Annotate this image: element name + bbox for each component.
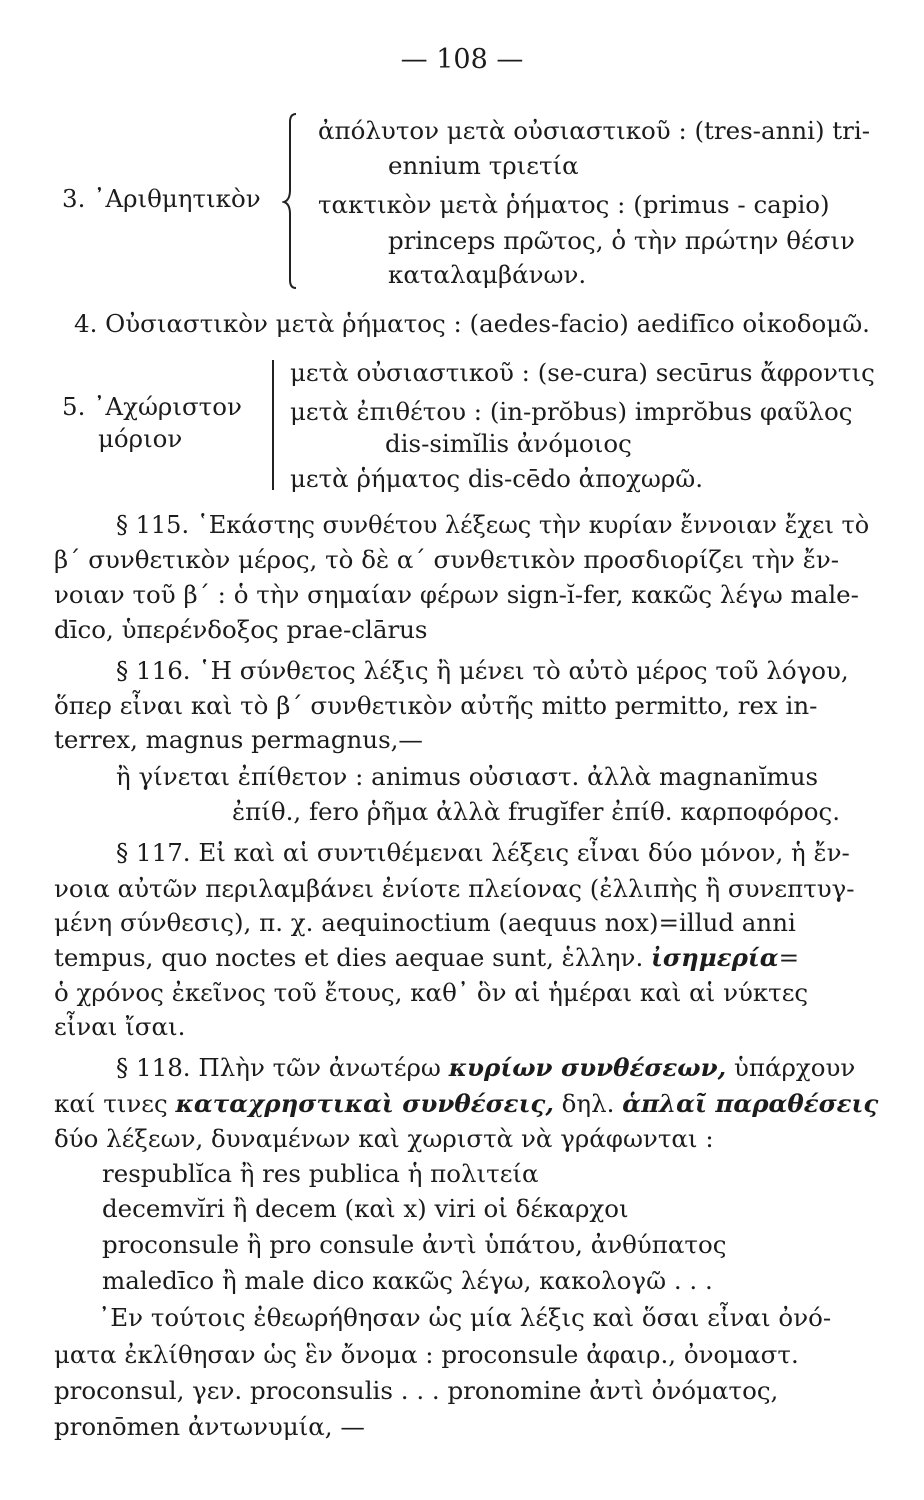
p117-line-2: νοια αὐτῶν περιλαμβάνει ἐνίοτε πλείονας (ἐλλιπὴς ἢ συνεπτυγ- [54, 874, 855, 903]
item5-bracket [272, 360, 274, 490]
p116-line-5: ἐπίθ., fero ῥῆμα ἀλλὰ frugĭfer ἐπίθ. καρποφόρος. [232, 797, 841, 826]
p118-l2-mid: δηλ. [561, 1089, 615, 1118]
item5-line-4: μετὰ ῥήματος dis-cēdo ἀποχωρῶ. [290, 464, 704, 493]
p117-equals: = [778, 943, 800, 972]
p118-l2-bold-2: ἁπλαῖ παραθέσεις [622, 1089, 879, 1118]
p117-line-6: εἶναι ἴσαι. [54, 1012, 186, 1041]
item3-label: 3. ᾽Αριθμητικὸν [62, 184, 261, 213]
item3-line-5: καταλαμβάνων. [388, 260, 587, 289]
p118-l2-bold-1: καταχρηστικαὶ συνθέσεις, [175, 1089, 554, 1118]
p118-l1-bold: κυρίων συνθέσεων, [448, 1053, 727, 1082]
p116-line-1: § 116. ῾Η σύνθετος λέξις ἢ μένει τὸ αὐτὸ μέρος τοῦ λόγου, [116, 656, 849, 685]
item4: 4. Οὐσιαστικὸν μετὰ ῥήματος : (aedes-facio) aedifīco οἰκοδομῶ. [74, 309, 870, 338]
p118-l2-pre: καί τινες [54, 1089, 168, 1118]
p118-tail-3: proconsul, γεν. proconsulis . . . pronomine ἀντὶ ὀνόματος, [54, 1376, 779, 1405]
p117-line-4-text: tempus, quo noctes et dies aequae sunt, ἑλλην. [54, 943, 644, 972]
p118-example-3: proconsule ἢ pro consule ἀντὶ ὑπάτου, ἀνθύπατος [102, 1230, 727, 1259]
item5-label-2: μόριον [98, 424, 183, 453]
p118-line-2 [54, 1087, 878, 1121]
p118-tail-4: pronōmen ἀντωνυμία, — [54, 1412, 365, 1441]
p118-tail-1: ᾽Εν τούτοις ἐθεωρήθησαν ὡς μία λέξις καὶ ὅσαι εἶναι ὀνό- [98, 1303, 832, 1332]
p118-line-1 [116, 1051, 855, 1085]
p118-tail-2: ματα ἐκλίθησαν ὡς ἓν ὄνομα : proconsule ἀφαιρ., ὀνομαστ. [54, 1340, 799, 1369]
item5-line-1: μετὰ οὐσιαστικοῦ : (se-cura) secūrus ἄφροντις [290, 358, 875, 387]
p115-line-2: β΄ συνθετικὸν μέρος, τὸ δὲ α΄ συνθετικὸν προσδιορίζει τὴν ἔν- [54, 545, 840, 574]
p115-line-4: dīco, ὑπερένδοξος prae-clārus [54, 615, 428, 644]
p118-example-1: respublĭca ἢ res publica ἡ πολιτεία [102, 1159, 539, 1188]
p118-line-3: δύο λέξεων, δυναμένων καὶ χωριστὰ νὰ γράφωνται : [54, 1124, 714, 1153]
item3-line-2: ennium τριετία [388, 151, 579, 180]
item3-line-1: ἀπόλυτον μετὰ οὐσιαστικοῦ : (tres-anni) tri- [318, 116, 870, 145]
item5-line-2: μετὰ ἐπιθέτου : (in-prŏbus) imprŏbus φαῦλος [290, 397, 853, 426]
p118-l1-post: ὑπάρχουν [733, 1053, 856, 1082]
item3-line-4: princeps πρῶτος, ὁ τὴν πρώτην θέσιν [388, 226, 855, 255]
p117-line-1: § 117. Εἰ καὶ αἱ συντιθέμεναι λέξεις εἶναι δύο μόνον, ἡ ἔν- [116, 838, 850, 867]
p117-line-3: μένη σύνθεσις), π. χ. aequinoctium (aequus nox)=illud anni [54, 908, 796, 937]
item5-line-3: dis-simĭlis ἀνόμοιος [385, 429, 632, 458]
item5-label-1: 5. ᾽Αχώριστον [62, 392, 242, 421]
p115-line-1: § 115. ῾Εκάστης συνθέτου λέξεως τὴν κυρίαν ἔννοιαν ἔχει τὸ [116, 511, 870, 539]
p117-line-4 [54, 941, 799, 975]
p118-l1-pre: § 118. Πλὴν τῶν ἀνωτέρω [116, 1053, 441, 1082]
p116-line-3: terrex, magnus permagnus,— [54, 725, 423, 754]
p117-bold-word: ἰσημερία [651, 943, 779, 972]
p116-line-4: ἢ γίνεται ἐπίθετον : animus οὐσιαστ. ἀλλὰ magnanĭmus [116, 762, 819, 791]
p118-example-2: decemvĭri ἢ decem (καὶ x) viri οἱ δέκαρχοι [102, 1194, 629, 1223]
item3-line-3: τακτικὸν μετὰ ῥήματος : (primus - capio) [318, 190, 830, 219]
page-number: — 108 — [400, 44, 524, 75]
p115-line-3: νοιαν τοῦ β΄ : ὁ τὴν σημαίαν φέρων sign-ĭ-fer, κακῶς λέγω male- [54, 580, 859, 609]
p118-example-4: maledīco ἢ male dico κακῶς λέγω, κακολογῶ . . . [102, 1266, 713, 1295]
item3-brace [282, 112, 306, 290]
p116-line-2: ὅπερ εἶναι καὶ τὸ β΄ συνθετικὸν αὐτῆς mitto permitto, rex in- [54, 691, 818, 720]
p117-line-5: ὁ χρόνος ἐκεῖνος τοῦ ἔτους, καθ᾽ ὃν αἱ ἡμέραι καὶ αἱ νύκτες [54, 978, 809, 1007]
